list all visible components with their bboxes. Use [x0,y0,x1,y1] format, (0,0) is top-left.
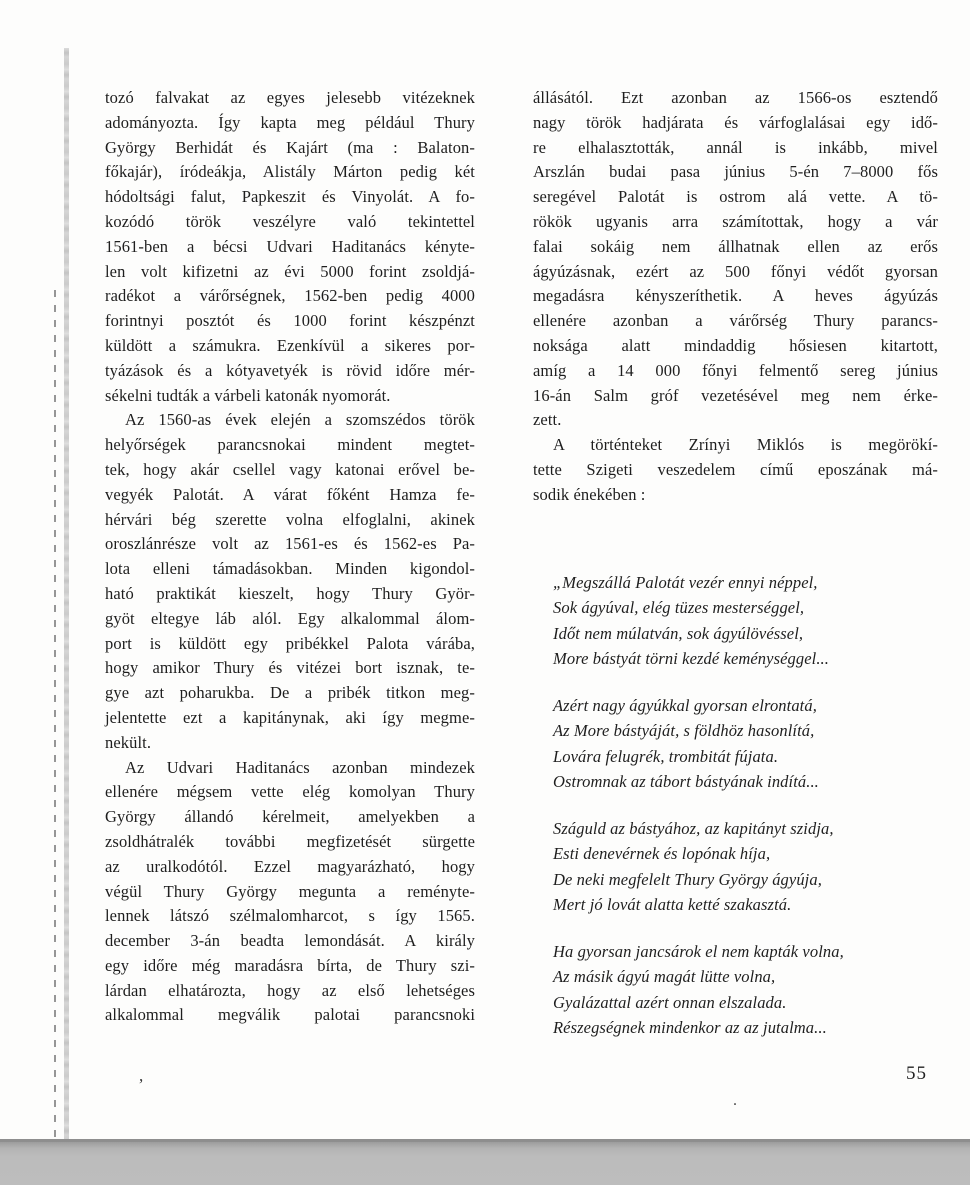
left-text-column [105,86,475,1028]
text-line: re elhalasztották, annál is inkább, mivel [533,137,938,157]
text-line: tette Szigeti veszedelem című eposzának má- [533,459,938,479]
poem-line: Részegségnek mindenkor az az jutalma... [553,1018,827,1038]
text-line: adományozta. Így kapta meg például Thury [105,112,475,132]
poem-line: Ostromnak az tábort bástyának indítá... [553,772,819,792]
text-line: tozó falvakat az egyes jelesebb vitézeknek [105,88,475,107]
poem-line: Időt nem múlatván, sok ágyúlövéssel, [553,623,804,643]
text-line: ellenére azonban a várőrség Thury parancs- [533,311,938,331]
text-line: Arszlán budai pasa június 5-én 7–8000 fős [533,162,938,182]
text-line: főkajár), íródeákja, Alistály Márton pedig két [105,162,475,182]
poem-line: Sok ágyúval, elég tüzes mesterséggel, [553,598,805,618]
poem-line: Az More bástyáját, s földhöz hasonlítá, [553,721,815,741]
poem-line: Esti denevérnek és lopónak híja, [553,844,771,864]
text-line: gyöt eltegye láb alól. Egy alkalommal álom- [105,608,475,628]
text-line: noksága alatt mindaddig hősiesen kitartott, [533,335,938,355]
text-line: jelentette ezt a kapitánynak, aki így megme- [105,707,475,727]
text-line: vegyék Palotát. A várat főként Hamza fe- [105,484,475,504]
text-line: Az 1560-as évek elején a szomszédos török [125,410,475,430]
poem-stanza [553,816,938,918]
text-line: rökök ugyanis arra számítottak, hogy a vár [533,211,938,231]
text-line: végül Thury György megunta a reményte- [105,881,475,901]
text-line: nekült. [105,732,152,752]
poem-line: More bástyát törni kezdé keménységgel... [553,649,830,669]
poem-line: Gyalázattal azért onnan elszalada. [553,992,787,1012]
poem-line: Száguld az bástyához, az kapitányt szidja, [553,818,834,838]
paragraph [533,433,938,507]
text-line: hódoltsági falut, Papkeszit és Vinyolát. A fo- [105,187,475,207]
text-line: ellenére mégsem vette elég komolyan Thury [105,782,475,802]
text-line: lota elleni támadásokban. Minden kigondol- [105,559,475,579]
paragraph [105,756,475,1029]
text-line: radékot a várőrségnek, 1562-ben pedig 4000 [105,286,475,306]
text-line: Az Udvari Haditanács azonban mindezek [125,757,475,777]
paragraph [105,408,475,755]
text-line: amíg a 14 000 főnyi felmentő sereg június [533,360,938,380]
text-line: lennek látszó szélmalomharcot, s így 1565. [105,906,475,926]
text-line: oroszlánrésze volt az 1561-es és 1562-es Pa- [105,534,475,554]
poem-stanza [553,939,938,1041]
text-line: alkalommal megválik palotai parancsnoki [105,1005,475,1025]
poem-line: Mert jó lovát alatta ketté szakasztá. [553,895,792,915]
poem-line: Lovára felugrék, trombitát fújata. [553,746,779,766]
text-line: falai sokáig nem állhatnak ellen az erős [533,236,938,256]
text-line: len volt kifizetni az évi 5000 forint zsoldjá- [105,261,475,281]
text-line: György Berhidát és Kajárt (ma : Balaton- [105,137,475,157]
text-line: hogy amikor Thury és vitézei bort isznak, te- [105,658,475,678]
ink-speck-dot: . [733,1092,737,1109]
text-line: seregével Palotát is ostrom alá vette. A tö- [533,187,938,207]
text-line: 16-án Salm gróf vezetésével meg nem érke- [533,385,938,405]
text-line: lárdan elhatározta, hogy az első lehetséges [105,980,475,1000]
poem-line: Ha gyorsan jancsárok el nem kapták volna, [553,941,844,961]
right-text-column [533,86,938,1062]
text-line: ható praktikát kieszelt, hogy Thury Györ- [105,583,475,603]
poem-line: De neki megfelelt Thury György ágyúja, [553,869,822,889]
text-line: küldött a számukra. Ezenkívül a sikeres por- [105,335,475,355]
text-line: helyőrségek parancsnokai mindent megtet- [105,435,475,455]
poem-line: Az másik ágyú magát lütte volna, [553,967,776,987]
poem-stanza [553,570,938,672]
page-gutter-dark-line [54,290,56,1140]
text-line: tyázások és a kótyavetyék is rövid időre mér- [105,360,475,380]
text-line: megadásra kényszeríthetik. A heves ágyúzás [533,286,938,306]
text-line: az uralkodótól. Ezzel magyarázható, hogy [105,856,475,876]
text-line: december 3-án beadta lemondását. A király [105,931,475,951]
poem-stanza [553,693,938,795]
scan-bottom-band [0,1139,970,1185]
paragraph [533,86,938,433]
paragraph [105,86,475,408]
ink-speck-comma: , [139,1066,144,1085]
page-gutter-shadow [64,48,69,1140]
text-line: György állandó kérelmeit, amelyekben a [105,807,475,827]
text-line: állásától. Ezt azonban az 1566-os esztendő [533,88,938,107]
text-line: ágyúzásnak, ezért az 500 főnyi védőt gyorsan [533,261,938,281]
page-number: 55 [906,1063,927,1084]
text-line: nagy török hadjárata és várfoglalásai egy idő- [533,112,938,132]
text-line: zsoldhátralék további megfizetését sürgette [105,831,475,851]
text-line: sodik énekében : [533,484,646,504]
text-line: zett. [533,410,562,430]
text-line: 1561-ben a bécsi Udvari Haditanács kényte- [105,236,475,256]
text-line: port is küldött egy pribékkel Palota várába, [105,633,475,653]
text-line: forintnyi posztót és 1000 forint készpénzt [105,311,475,331]
text-line: gye azt poharukba. De a pribék titkon meg- [105,683,475,703]
text-line: egy időre még maradásra bírta, de Thury szi- [105,955,475,975]
text-line: hérvári bég szerette volna elfoglalni, akinek [105,509,475,529]
poem-quotation [553,570,938,1041]
text-line: sékelni tudták a várbeli katonák nyomorát. [105,385,391,405]
text-line: tek, hogy akár csellel vagy katonai erővel be- [105,459,475,479]
poem-line: „Megszállá Palotát vezér ennyi néppel, [553,572,818,592]
text-line: A történteket Zrínyi Miklós is megörökí- [553,435,938,455]
text-line: kozódó török veszélyre való tekintettel [105,211,475,231]
poem-line: Azért nagy ágyúkkal gyorsan elrontatá, [553,695,817,715]
